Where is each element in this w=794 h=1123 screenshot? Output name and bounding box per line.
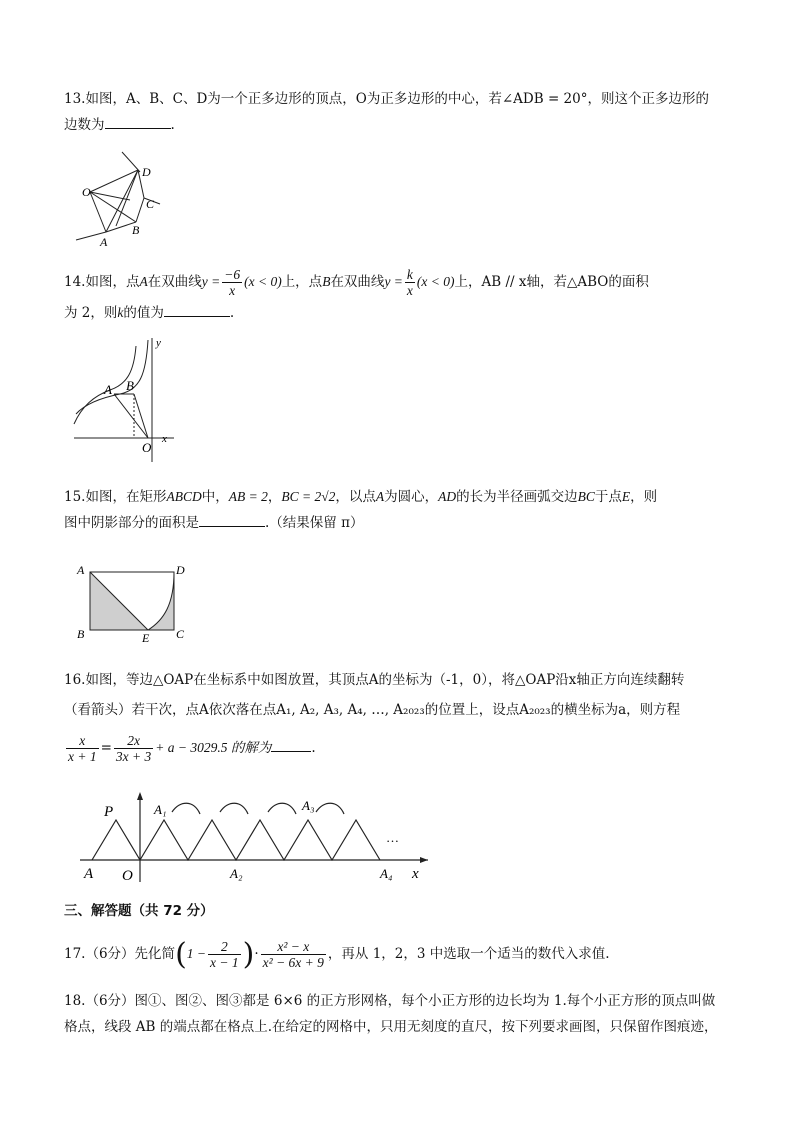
q13-label-B: B [132, 223, 140, 237]
q15-label-E: E [142, 631, 150, 644]
q13-label-O: O [82, 185, 91, 199]
q17-fraction-1: $\frac{2}{x - 1}$ [210, 939, 239, 970]
q13-label-D: D [142, 165, 151, 179]
q15-figure [74, 560, 194, 644]
q16-label-A4: A₄ [380, 866, 393, 881]
q13-figure [70, 148, 170, 248]
q13-label-C: C [146, 197, 155, 211]
q14-label-A: A [104, 382, 112, 397]
q16-label-A2: A₂ [230, 866, 243, 881]
q14-figure [70, 334, 180, 466]
q13-answer-blank [105, 114, 171, 129]
q16-label-dots: … [386, 830, 399, 845]
q18-line1: 18.（6分）图①、图②、图③都是 6×6 的正方形网格，每个小正方形的边长均为 1.每个小正方形的顶点叫做 [64, 993, 716, 1009]
q16-label-P: P [104, 804, 114, 820]
q15-line1: 15.如图，在矩形ABCD中，AB = 2，BC = 2√2，以点A为圆心，AD的长为半径画弧交边BC于点E，则 [64, 489, 658, 505]
q16-label-x: x [412, 866, 419, 882]
q14-text [64, 264, 734, 326]
q16-label-A1: A₁ [154, 802, 167, 817]
q14-label-O: O [142, 440, 152, 455]
q16-lhs-fraction: $\frac{x}{x + 1}$ [68, 733, 97, 764]
q15-label-A: A [77, 563, 85, 577]
q16-label-A3: A₃ [302, 798, 315, 813]
q15-label-B: B [77, 627, 85, 641]
q14-eq2-fraction: $\frac{k}{x}$ [406, 267, 413, 298]
q16-line3: $\frac{x}{x + 1}$ = $\frac{2x}{3x + 3}$ + a − 3029.5 的解为 . [68, 733, 316, 764]
q16-label-O: O [122, 868, 133, 884]
q13-line2: 边数为 . [64, 112, 734, 138]
q14-line1: 14.如图，点A在双曲线y = $\frac{-6}{x}$ (x < 0)上，点B在双曲线y = $\frac{k}{x}$ (x < 0)上，AB // x轴，若△ABO的面积 [64, 267, 649, 298]
q14-line2: 为 2，则k的值为 . [64, 300, 734, 326]
q15-line2: 图中阴影部分的面积是 .（结果保留 π） [64, 510, 734, 536]
q16-line2: （看箭头）若干次，点A依次落在点A₁, A₂, A₃, A₄, …, A₂₀₂₃的位置上，设点A₂₀₂₃的横坐标为a，则方程 [64, 702, 681, 718]
q16-answer-blank [271, 737, 311, 752]
q13-text [64, 86, 734, 138]
q15-label-C: C [176, 627, 185, 641]
q14-label-x: x [162, 433, 167, 445]
q18-text [64, 988, 734, 1040]
q14-eq1-fraction: $\frac{-6}{x}$ [224, 267, 241, 298]
q16-text [64, 666, 734, 770]
q17-text: 17.（6分）先化简(1 − $\frac{2}{x - 1}$ )· $\frac{\text{x² − x}}{\text{x² − 6x + 9}}$ ，再从 1，2，3 中选取一个适当的数代入求值. [64, 936, 610, 972]
q15-label-D: D [176, 563, 185, 577]
q14-label-B: B [126, 378, 134, 393]
q16-label-A: A [84, 866, 94, 882]
q16-line1: 16.如图，等边△OAP在坐标系中如图放置，其顶点A的坐标为（-1，0），将△OAP沿x轴正方向连续翻转 [64, 672, 685, 688]
q13-label-A: A [100, 235, 108, 248]
q14-label-y: y [156, 337, 161, 349]
q15-text [64, 484, 734, 536]
q16-rhs-fraction: $\frac{2x}{3x + 3}$ [115, 733, 152, 764]
q17-fraction-2: $\frac{\text{x² − x}}{\text{x² − 6x + 9}}$ [262, 939, 324, 970]
q18-line2: 格点，线段 AB 的端点都在格点上.在给定的网格中，只用无刻度的直尺，按下列要求画图，只保留作图痕迹， [64, 1019, 718, 1035]
q15-answer-blank [199, 512, 265, 527]
q14-answer-blank [164, 302, 230, 317]
section-3-header: 三、解答题（共 72 分） [64, 903, 214, 919]
q13-line1: 13.如图，A、B、C、D为一个正多边形的顶点，O为正多边形的中心，若∠ADB = 20°，则这个正多边形的 [64, 91, 709, 107]
q16-figure [76, 792, 436, 888]
